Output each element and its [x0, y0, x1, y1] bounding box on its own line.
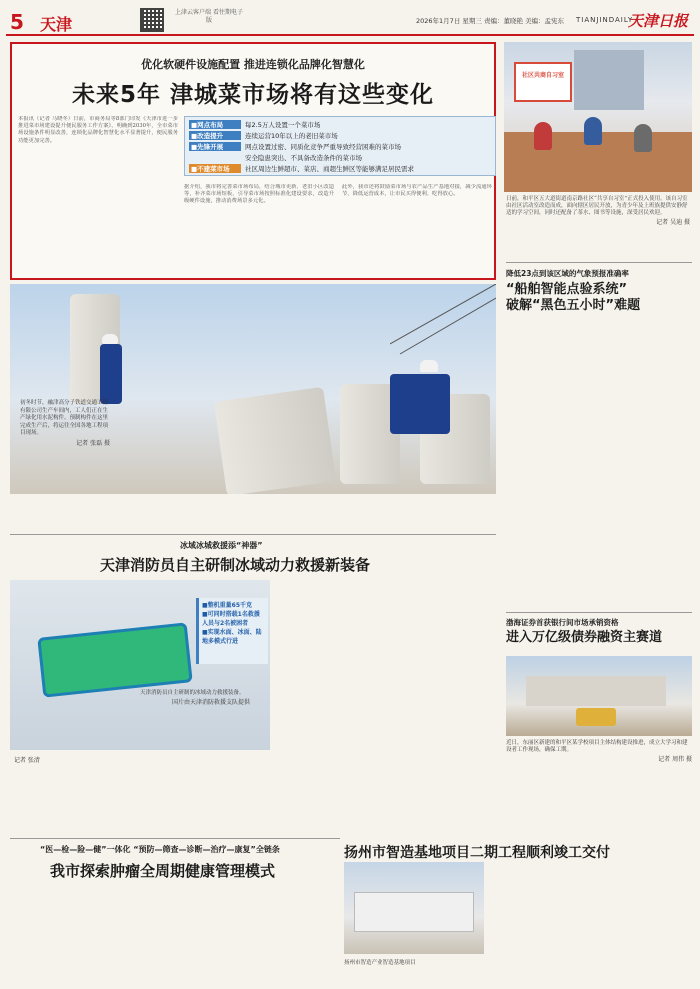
photo1-caption	[506, 196, 690, 226]
building-shape	[526, 676, 666, 706]
photo2-credit: 记者 张磊 摄	[76, 439, 110, 447]
lead-body-right: 此外，我市还将鼓励菜市场与农产品生产基地对接，减少流通环节，降低运营成本，让市民买得便利、吃得放心。	[342, 184, 492, 198]
sign-text: 社区共商自习室	[521, 72, 564, 79]
photo2-caption-text: 初冬时节，融津高分子铁道交通工程有限公司生产车间内，工人们正在生产绿化用水泥构件。预制构件在这里完成生产后，将运往全国各地工程项目现场。	[20, 400, 109, 436]
photo5-caption-text: 近日，东丽区新建的和平区某学校项目主体结构建设推进，成立大学习和建设者工作现场，确保工期。	[506, 740, 688, 753]
infobox-text: 网点设置过密、同质化竞争严重导致经营困难的菜市场	[245, 143, 401, 151]
fire-headline[interactable]: 天津消防员自主研制冰域动力救援新装备	[100, 556, 371, 574]
divider	[506, 262, 692, 263]
infobox-row	[189, 120, 320, 129]
fire-kicker: 冰域冰城救援添“神器”	[180, 541, 263, 550]
study-room-sign	[514, 62, 572, 102]
factory-building-shape	[354, 892, 474, 932]
right1-headline-line1[interactable]: “船舶智能点验系统”	[506, 282, 628, 297]
worker-figure	[100, 344, 122, 404]
infobox-tag: ■先锋开展	[189, 142, 241, 151]
divider	[10, 838, 340, 839]
lead-body-left: 本报讯（记者 马晓冬）日前，市商务局等8部门印发《天津市进一步推进菜市场建设提升便民服务工作方案》，明确到2030年，全市菜市场设施条件明显改善，连锁化品牌化智慧化水平显著提升，便民服务功能更加完善。	[18, 116, 178, 144]
school-construction-photo[interactable]	[506, 656, 692, 736]
right1-body	[506, 320, 692, 610]
page-number: 5	[10, 10, 24, 34]
qr-caption: 上津云客户端 看往期电子版	[175, 9, 243, 24]
lead-headline[interactable]: 未来5年 津城菜市场将有这些变化	[71, 82, 434, 108]
infobox-row	[189, 131, 338, 140]
bottom-kicker: “医—检—险—健”一体化 “预防—筛查—诊断—治疗—康复”全链条	[40, 845, 280, 854]
lead-infobox	[184, 116, 496, 176]
fire-body	[280, 580, 496, 830]
photo2-caption	[20, 400, 110, 447]
photo5-credit: 记者 周伟 摄	[658, 756, 692, 763]
infobox-text: 每2.5万人设置一个菜市场	[245, 121, 321, 129]
photo5-caption	[506, 740, 692, 763]
right1-kicker: 降低23点到该区域的气象预报准确率	[506, 269, 629, 278]
fire-credit: 国片由天津消防救援支队提供	[171, 699, 250, 706]
infobox-row	[189, 164, 414, 173]
yangzhou-body	[490, 862, 692, 986]
power-line-icon	[390, 284, 496, 374]
worker-figure	[390, 374, 450, 434]
infobox-row	[189, 153, 362, 162]
photo1-credit: 记者 吴迪 摄	[656, 219, 690, 226]
paper-logo: 天津日报	[627, 12, 688, 30]
paper-name-en: TIANJINDAILY	[576, 16, 634, 24]
factory-photo[interactable]	[10, 284, 496, 494]
lead-body-mid: 据介绍，我市将完善菜市场布局，结合城市更新、老旧小区改造等，补齐菜市场短板，引导菜市场按照标准化建设要求，改造升级硬件设施，推动消费场景多元化。	[184, 184, 334, 205]
lead-kicker: 优化软硬件设施配置 推进连锁化品牌化智慧化	[141, 58, 365, 71]
concrete-slab	[214, 387, 336, 494]
fire-feature: ■可同时搭载1名救援人员与2名被困者	[202, 611, 260, 627]
right2-kicker: 渤海证券首获银行间市场承销资格	[506, 618, 619, 627]
rescue-vehicle-shape	[37, 622, 192, 697]
photo1-caption-text: 日前，和平区五大道街道南京路社区“共享自习室”正式投入使用。该自习室由社区活动室改造而成，面向辖区居民开放，为青少年及上班族提供安静舒适的学习空间，同时还配备了茶水、图书等设施，深受居民欢迎。	[506, 196, 688, 216]
helmet-shape	[102, 334, 118, 344]
qr-code-icon[interactable]	[140, 8, 164, 32]
right2-headline[interactable]: 进入万亿级债券融资主赛道	[506, 630, 663, 645]
infobox-text: 社区周边生鲜超市、菜店、商超生鲜区等能够满足居民需求	[245, 165, 414, 173]
building-shape	[574, 50, 644, 110]
yangzhou-headline[interactable]: 扬州市智造基地项目二期工程顺利竣工交付	[344, 845, 610, 861]
yangzhou-caption: 扬州市智造产业智造基地项目	[344, 960, 416, 966]
fire-photo-caption	[140, 690, 250, 706]
infobox-text: 安全隐患突出、不具备改造条件的菜市场	[245, 154, 362, 162]
bottom-body	[10, 884, 336, 984]
person-figure	[584, 117, 602, 145]
fire-feature: ■整机重量65千克	[202, 602, 253, 609]
infobox-tag: ■网点布局	[189, 120, 241, 129]
bottom-headline[interactable]: 我市探索肿瘤全周期健康管理模式	[50, 862, 276, 880]
fire-caption-text: 天津消防员自主研制的冰域动力救援装备。	[140, 690, 245, 696]
infobox-row	[189, 142, 401, 151]
person-figure	[534, 122, 552, 150]
fire-reporter: 记者 张清	[14, 757, 40, 764]
section-name: 天津	[40, 15, 73, 34]
infobox-tag: ■改造提升	[189, 131, 241, 140]
masthead	[6, 6, 694, 36]
right1-headline-line2[interactable]: 破解“黑色五小时”难题	[506, 298, 641, 313]
fire-features-box	[196, 598, 268, 664]
divider	[10, 534, 496, 535]
issue-info: 2026年1月7日 星期三 责编：董晓艳 美编：孟宪东	[416, 17, 565, 25]
infobox-text: 连续运营10年以上的老旧菜市场	[245, 132, 338, 140]
infobox-tag: ■不建菜市场	[189, 164, 241, 173]
divider	[506, 612, 692, 613]
fire-feature: ■实现水面、冰面、陆地多模式行进	[202, 629, 262, 645]
person-figure	[634, 124, 652, 152]
yangzhou-photo[interactable]	[344, 862, 484, 954]
community-study-photo[interactable]	[504, 42, 692, 192]
bulldozer-shape	[576, 708, 616, 726]
lead-story[interactable]	[10, 42, 496, 280]
